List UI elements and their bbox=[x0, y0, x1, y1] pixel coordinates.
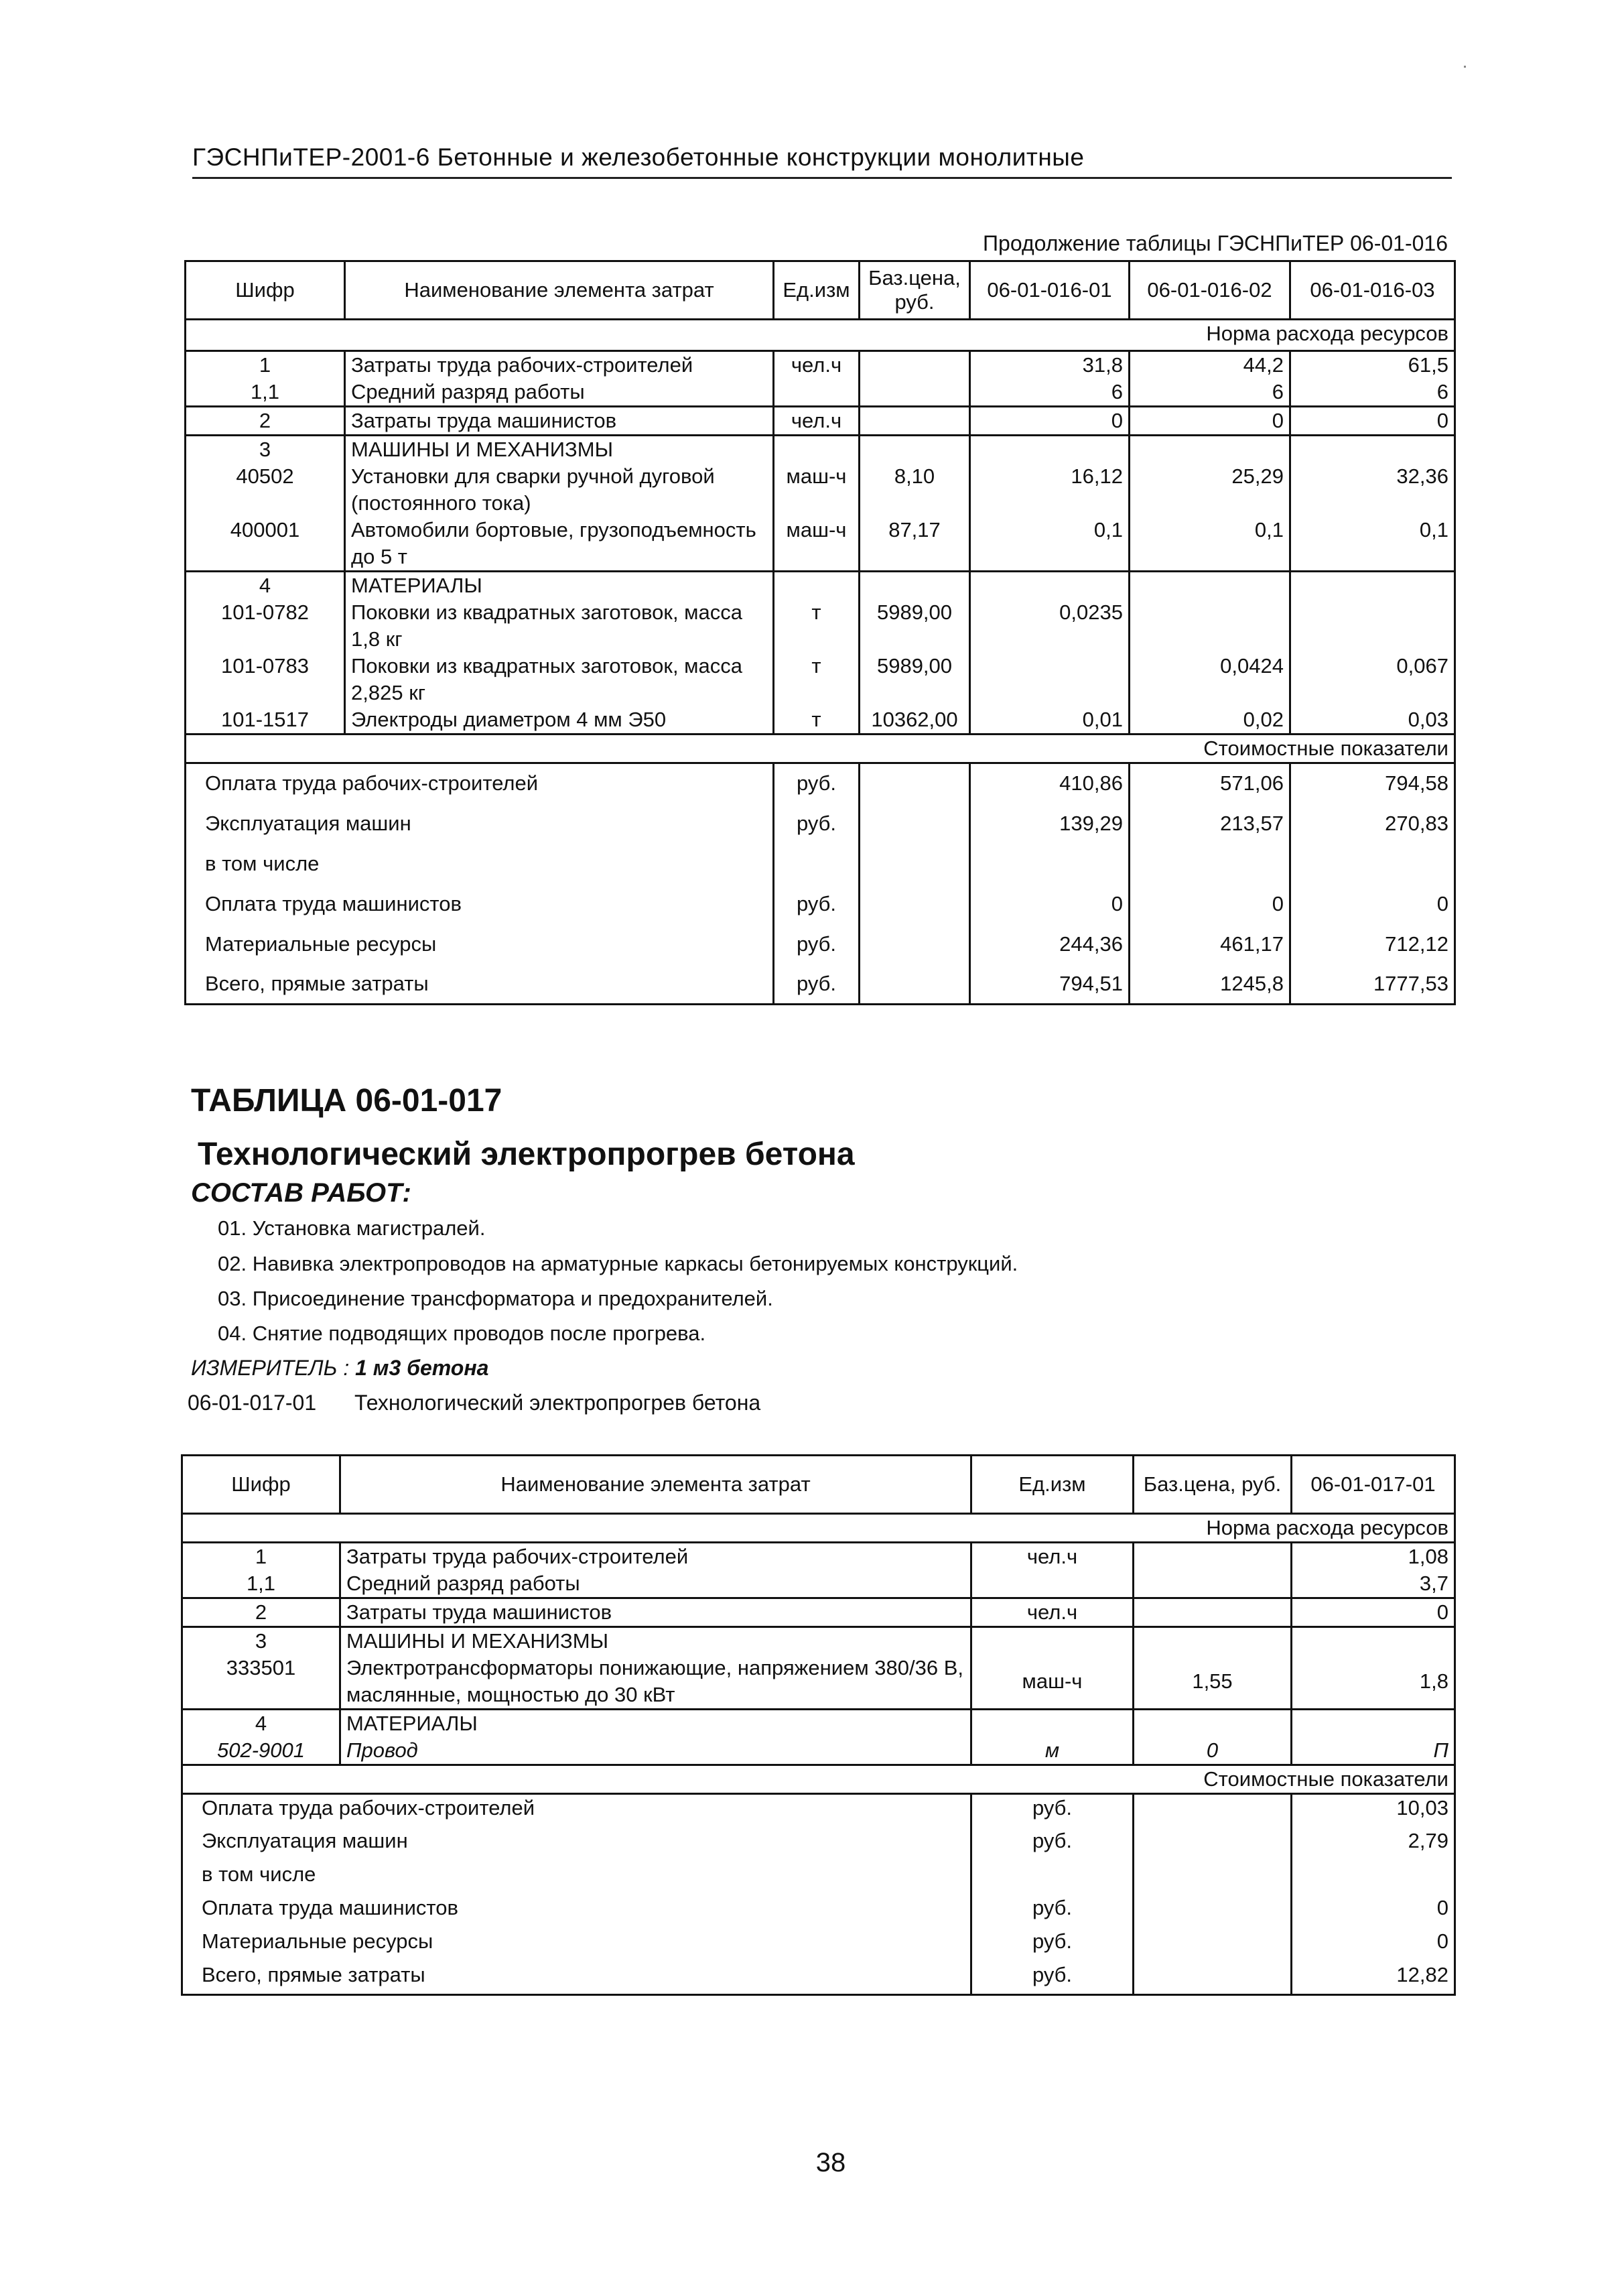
cost-row bbox=[182, 1928, 1455, 1962]
cost-price bbox=[1134, 1828, 1292, 1861]
cell-name: Поковки из квадратных заготовок, масса 2,825 кг bbox=[345, 653, 774, 706]
cell-name: Затраты труда машинистов bbox=[340, 1598, 971, 1627]
cost-name: Материальные ресурсы bbox=[186, 924, 774, 964]
cost-v2: 0 bbox=[1130, 884, 1290, 924]
cost-v1: 0 bbox=[970, 884, 1130, 924]
cost-v1: 410,86 bbox=[970, 763, 1130, 804]
cell-price bbox=[860, 407, 970, 436]
cell-v3 bbox=[1290, 572, 1455, 600]
cost-name: в том числе bbox=[182, 1861, 971, 1895]
cost-v1: 0 bbox=[1292, 1928, 1455, 1962]
cell-v3: 61,5 bbox=[1290, 351, 1455, 379]
cost-row bbox=[186, 763, 1455, 804]
cost-unit: руб. bbox=[971, 1828, 1134, 1861]
cell-unit bbox=[971, 1627, 1134, 1655]
cell-name: Электротрансформаторы понижающие, напряжением 380/36 В, маслянные, мощностью до 30 кВт bbox=[340, 1655, 971, 1710]
cell-unit: м bbox=[971, 1737, 1134, 1765]
work-item: 04. Снятие подводящих проводов после прогрева. bbox=[218, 1322, 706, 1345]
cell-name: Средний разряд работы bbox=[345, 379, 774, 407]
cell-name: Провод bbox=[340, 1737, 971, 1765]
cost-name: Всего, прямые затраты bbox=[182, 1962, 971, 1995]
cost-row bbox=[186, 844, 1455, 884]
cost-v1: 2,79 bbox=[1292, 1828, 1455, 1861]
section-row bbox=[182, 1627, 1455, 1655]
cost-unit: руб. bbox=[774, 763, 860, 804]
cost-name: Эксплуатация машин bbox=[186, 804, 774, 844]
col-c1: 06-01-017-01 bbox=[1292, 1456, 1455, 1514]
cost-price bbox=[860, 964, 970, 1005]
cell-price bbox=[860, 379, 970, 407]
cell-price: 1,55 bbox=[1134, 1655, 1292, 1710]
norm-label: Норма расхода ресурсов bbox=[186, 320, 1455, 351]
cell-v3 bbox=[1290, 436, 1455, 464]
cell-v1 bbox=[970, 572, 1130, 600]
cost-v1 bbox=[1292, 1861, 1455, 1895]
cost-v1: 10,03 bbox=[1292, 1794, 1455, 1828]
cell-price bbox=[1134, 1627, 1292, 1655]
cost-price bbox=[860, 804, 970, 844]
cost-v3: 1777,53 bbox=[1290, 964, 1455, 1005]
cell-code: 4 bbox=[186, 572, 345, 600]
cell-unit bbox=[774, 436, 860, 464]
cost-v2 bbox=[1130, 844, 1290, 884]
cost-label-row bbox=[182, 1765, 1455, 1794]
cell-name: Автомобили бортовые, грузоподъемность до 5 т bbox=[345, 517, 774, 572]
cell-name: Установки для сварки ручной дуговой (постоянного тока) bbox=[345, 463, 774, 517]
work-item: 01. Установка магистралей. bbox=[218, 1216, 486, 1240]
col-unit: Ед.изм bbox=[774, 261, 860, 320]
col-c3: 06-01-016-03 bbox=[1290, 261, 1455, 320]
cell-v1: 31,8 bbox=[970, 351, 1130, 379]
cell-unit bbox=[774, 572, 860, 600]
cost-name: Оплата труда рабочих-строителей bbox=[186, 763, 774, 804]
code-name: Технологический электропрогрев бетона bbox=[354, 1391, 761, 1415]
cost-unit: руб. bbox=[971, 1928, 1134, 1962]
cell-price bbox=[1134, 1570, 1292, 1598]
cost-price bbox=[1134, 1861, 1292, 1895]
cell-price bbox=[1134, 1598, 1292, 1627]
cost-label: Стоимостные показатели bbox=[186, 735, 1455, 763]
cell-v1: П bbox=[1292, 1737, 1455, 1765]
cell-code: 101-1517 bbox=[186, 706, 345, 735]
table-row bbox=[186, 407, 1455, 436]
cost-price bbox=[1134, 1962, 1292, 1995]
cell-unit: маш-ч bbox=[774, 517, 860, 572]
cost-v1: 244,36 bbox=[970, 924, 1130, 964]
cell-code: 101-0782 bbox=[186, 599, 345, 653]
cell-code: 502-9001 bbox=[182, 1737, 340, 1765]
cell-v1: 0 bbox=[970, 407, 1130, 436]
cost-v2: 461,17 bbox=[1130, 924, 1290, 964]
cost-name: в том числе bbox=[186, 844, 774, 884]
cell-code: 4 bbox=[182, 1710, 340, 1738]
cell-price bbox=[860, 572, 970, 600]
cost-row bbox=[186, 964, 1455, 1005]
cell-price: 8,10 bbox=[860, 463, 970, 517]
cell-v2: 44,2 bbox=[1130, 351, 1290, 379]
cost-unit bbox=[774, 844, 860, 884]
cell-price bbox=[860, 436, 970, 464]
cost-row bbox=[182, 1828, 1455, 1861]
measure-line bbox=[191, 1356, 488, 1381]
cost-name: Оплата труда машинистов bbox=[182, 1895, 971, 1928]
cell-name: МАТЕРИАЛЫ bbox=[340, 1710, 971, 1738]
cost-price bbox=[1134, 1928, 1292, 1962]
cell-price bbox=[1134, 1710, 1292, 1738]
cell-code: 2 bbox=[186, 407, 345, 436]
col-name: Наименование элемента затрат bbox=[345, 261, 774, 320]
norm-label: Норма расхода ресурсов bbox=[182, 1514, 1455, 1543]
table-row bbox=[182, 1598, 1455, 1627]
cell-v2 bbox=[1130, 436, 1290, 464]
cost-v3: 712,12 bbox=[1290, 924, 1455, 964]
cell-v3: 0,1 bbox=[1290, 517, 1455, 572]
cell-price: 0 bbox=[1134, 1737, 1292, 1765]
cell-code: 101-0783 bbox=[186, 653, 345, 706]
cell-code: 1 bbox=[182, 1543, 340, 1571]
cost-name: Эксплуатация машин bbox=[182, 1828, 971, 1861]
cell-code: 2 bbox=[182, 1598, 340, 1627]
table-subtitle: Технологический электропрогрев бетона bbox=[198, 1137, 855, 1172]
table-row bbox=[186, 351, 1455, 379]
cell-v2: 6 bbox=[1130, 379, 1290, 407]
work-item: 03. Присоединение трансформатора и предохранителей. bbox=[218, 1287, 773, 1310]
cell-price: 5989,00 bbox=[860, 599, 970, 653]
cell-name: Затраты труда рабочих-строителей bbox=[340, 1543, 971, 1571]
cell-unit bbox=[971, 1710, 1134, 1738]
cell-price: 87,17 bbox=[860, 517, 970, 572]
cell-v2: 0,02 bbox=[1130, 706, 1290, 735]
cell-code: 1,1 bbox=[182, 1570, 340, 1598]
code-number: 06-01-017-01 bbox=[188, 1391, 317, 1415]
table-row bbox=[182, 1570, 1455, 1598]
cell-price: 10362,00 bbox=[860, 706, 970, 735]
table-row bbox=[186, 463, 1455, 517]
cell-name: МАТЕРИАЛЫ bbox=[345, 572, 774, 600]
cell-v2: 0,1 bbox=[1130, 517, 1290, 572]
cell-price bbox=[1134, 1543, 1292, 1571]
cell-price: 5989,00 bbox=[860, 653, 970, 706]
cell-unit: чел.ч bbox=[774, 407, 860, 436]
cell-v1: 0 bbox=[1292, 1598, 1455, 1627]
col-name: Наименование элемента затрат bbox=[340, 1456, 971, 1514]
cell-v1 bbox=[1292, 1710, 1455, 1738]
cost-row bbox=[182, 1861, 1455, 1895]
table-row bbox=[186, 599, 1455, 653]
cost-unit: руб. bbox=[774, 884, 860, 924]
cell-unit bbox=[774, 379, 860, 407]
page-number: 38 bbox=[815, 2148, 846, 2177]
cost-unit: руб. bbox=[774, 804, 860, 844]
cost-v1: 139,29 bbox=[970, 804, 1130, 844]
cost-name: Оплата труда рабочих-строителей bbox=[182, 1794, 971, 1828]
table-header-row bbox=[182, 1456, 1455, 1514]
cost-unit bbox=[971, 1861, 1134, 1895]
cost-name: Материальные ресурсы bbox=[182, 1928, 971, 1962]
cost-v1 bbox=[970, 844, 1130, 884]
cell-unit: маш-ч bbox=[971, 1655, 1134, 1710]
running-header: ГЭСНПиТЕР-2001-6 Бетонные и железобетонные конструкции монолитные bbox=[192, 142, 1452, 179]
scan-speck bbox=[1464, 66, 1466, 68]
cost-unit: руб. bbox=[774, 964, 860, 1005]
cost-price bbox=[860, 844, 970, 884]
cell-name: Электроды диаметром 4 мм Э50 bbox=[345, 706, 774, 735]
table-title: ТАБЛИЦА 06-01-017 bbox=[191, 1083, 502, 1119]
cost-price bbox=[860, 924, 970, 964]
table-row bbox=[182, 1737, 1455, 1765]
measure-label: ИЗМЕРИТЕЛЬ : bbox=[191, 1356, 350, 1380]
cell-code: 3 bbox=[186, 436, 345, 464]
cost-price bbox=[1134, 1895, 1292, 1928]
norm-label-row bbox=[182, 1514, 1455, 1543]
cell-v1: 1,08 bbox=[1292, 1543, 1455, 1571]
cell-name: Затраты труда машинистов bbox=[345, 407, 774, 436]
cell-v3 bbox=[1290, 599, 1455, 653]
cell-v2: 0 bbox=[1130, 407, 1290, 436]
cell-v3: 6 bbox=[1290, 379, 1455, 407]
norm-label-row bbox=[186, 320, 1455, 351]
cell-code: 333501 bbox=[182, 1655, 340, 1710]
cell-unit: чел.ч bbox=[971, 1598, 1134, 1627]
work-item: 02. Навивка электропроводов на арматурные каркасы бетонируемых конструкций. bbox=[218, 1252, 1018, 1275]
cell-unit: чел.ч bbox=[774, 351, 860, 379]
cell-unit: чел.ч bbox=[971, 1543, 1134, 1571]
cost-v2: 1245,8 bbox=[1130, 964, 1290, 1005]
cost-v3: 794,58 bbox=[1290, 763, 1455, 804]
section-row bbox=[186, 572, 1455, 600]
cell-v2: 0,0424 bbox=[1130, 653, 1290, 706]
cell-v1: 1,8 bbox=[1292, 1655, 1455, 1710]
cell-v1: 16,12 bbox=[970, 463, 1130, 517]
cost-unit: руб. bbox=[971, 1895, 1134, 1928]
cost-row bbox=[186, 804, 1455, 844]
cell-v1: 0,0235 bbox=[970, 599, 1130, 653]
cell-unit: маш-ч bbox=[774, 463, 860, 517]
cell-name: Затраты труда рабочих-строителей bbox=[345, 351, 774, 379]
cell-unit: т bbox=[774, 599, 860, 653]
cost-v1: 0 bbox=[1292, 1895, 1455, 1928]
section-row bbox=[182, 1710, 1455, 1738]
cell-v3: 32,36 bbox=[1290, 463, 1455, 517]
cost-price bbox=[860, 884, 970, 924]
cost-v2: 571,06 bbox=[1130, 763, 1290, 804]
cost-v2: 213,57 bbox=[1130, 804, 1290, 844]
cell-name: Средний разряд работы bbox=[340, 1570, 971, 1598]
cost-row bbox=[186, 924, 1455, 964]
cost-v3: 270,83 bbox=[1290, 804, 1455, 844]
cost-row bbox=[182, 1895, 1455, 1928]
cost-unit: руб. bbox=[971, 1794, 1134, 1828]
code-line bbox=[188, 1391, 760, 1415]
cell-name: МАШИНЫ И МЕХАНИЗМЫ bbox=[340, 1627, 971, 1655]
cost-v1: 794,51 bbox=[970, 964, 1130, 1005]
table-row bbox=[182, 1543, 1455, 1571]
cell-unit: т bbox=[774, 653, 860, 706]
cell-v1: 0,01 bbox=[970, 706, 1130, 735]
cell-v1 bbox=[970, 436, 1130, 464]
cell-v3: 0 bbox=[1290, 407, 1455, 436]
cost-row bbox=[182, 1794, 1455, 1828]
cell-unit: т bbox=[774, 706, 860, 735]
section-row bbox=[186, 436, 1455, 464]
cost-unit: руб. bbox=[971, 1962, 1134, 1995]
table-header-row bbox=[186, 261, 1455, 320]
cost-v1: 12,82 bbox=[1292, 1962, 1455, 1995]
table-row bbox=[186, 653, 1455, 706]
cost-row bbox=[186, 884, 1455, 924]
cell-v2 bbox=[1130, 572, 1290, 600]
cell-price bbox=[860, 351, 970, 379]
table-row bbox=[186, 379, 1455, 407]
cell-code: 1,1 bbox=[186, 379, 345, 407]
cell-code: 3 bbox=[182, 1627, 340, 1655]
cell-v1 bbox=[970, 653, 1130, 706]
col-c2: 06-01-016-02 bbox=[1130, 261, 1290, 320]
col-unit: Ед.изм bbox=[971, 1456, 1134, 1514]
table-row bbox=[182, 1655, 1455, 1710]
cell-v1: 6 bbox=[970, 379, 1130, 407]
cell-v3: 0,067 bbox=[1290, 653, 1455, 706]
cell-name: МАШИНЫ И МЕХАНИЗМЫ bbox=[345, 436, 774, 464]
cost-name: Оплата труда машинистов bbox=[186, 884, 774, 924]
works-title: СОСТАВ РАБОТ: bbox=[191, 1178, 411, 1208]
table-06-01-016 bbox=[184, 260, 1456, 1005]
cell-v2 bbox=[1130, 599, 1290, 653]
cell-v1: 0,1 bbox=[970, 517, 1130, 572]
cost-unit: руб. bbox=[774, 924, 860, 964]
cost-v3: 0 bbox=[1290, 884, 1455, 924]
table-06-01-017 bbox=[181, 1454, 1456, 1996]
cell-code: 40502 bbox=[186, 463, 345, 517]
cell-v1 bbox=[1292, 1627, 1455, 1655]
col-code: Шифр bbox=[186, 261, 345, 320]
cell-v1: 3,7 bbox=[1292, 1570, 1455, 1598]
cell-v2: 25,29 bbox=[1130, 463, 1290, 517]
col-price: Баз.цена, руб. bbox=[860, 261, 970, 320]
cost-price bbox=[860, 763, 970, 804]
col-price: Баз.цена, руб. bbox=[1134, 1456, 1292, 1514]
col-code: Шифр bbox=[182, 1456, 340, 1514]
cost-v3 bbox=[1290, 844, 1455, 884]
cost-label-row bbox=[186, 735, 1455, 763]
table-row bbox=[186, 706, 1455, 735]
cell-name: Поковки из квадратных заготовок, масса 1,8 кг bbox=[345, 599, 774, 653]
cell-code: 400001 bbox=[186, 517, 345, 572]
col-c1: 06-01-016-01 bbox=[970, 261, 1130, 320]
measure-value: 1 м3 бетона bbox=[355, 1356, 489, 1380]
cost-name: Всего, прямые затраты bbox=[186, 964, 774, 1005]
cost-label: Стоимостные показатели bbox=[182, 1765, 1455, 1794]
table-row bbox=[186, 517, 1455, 572]
cell-unit bbox=[971, 1570, 1134, 1598]
table-continuation-note: Продолжение таблицы ГЭСНПиТЕР 06-01-016 bbox=[983, 231, 1448, 255]
cell-code: 1 bbox=[186, 351, 345, 379]
cost-row bbox=[182, 1962, 1455, 1995]
cost-price bbox=[1134, 1794, 1292, 1828]
cell-v3: 0,03 bbox=[1290, 706, 1455, 735]
